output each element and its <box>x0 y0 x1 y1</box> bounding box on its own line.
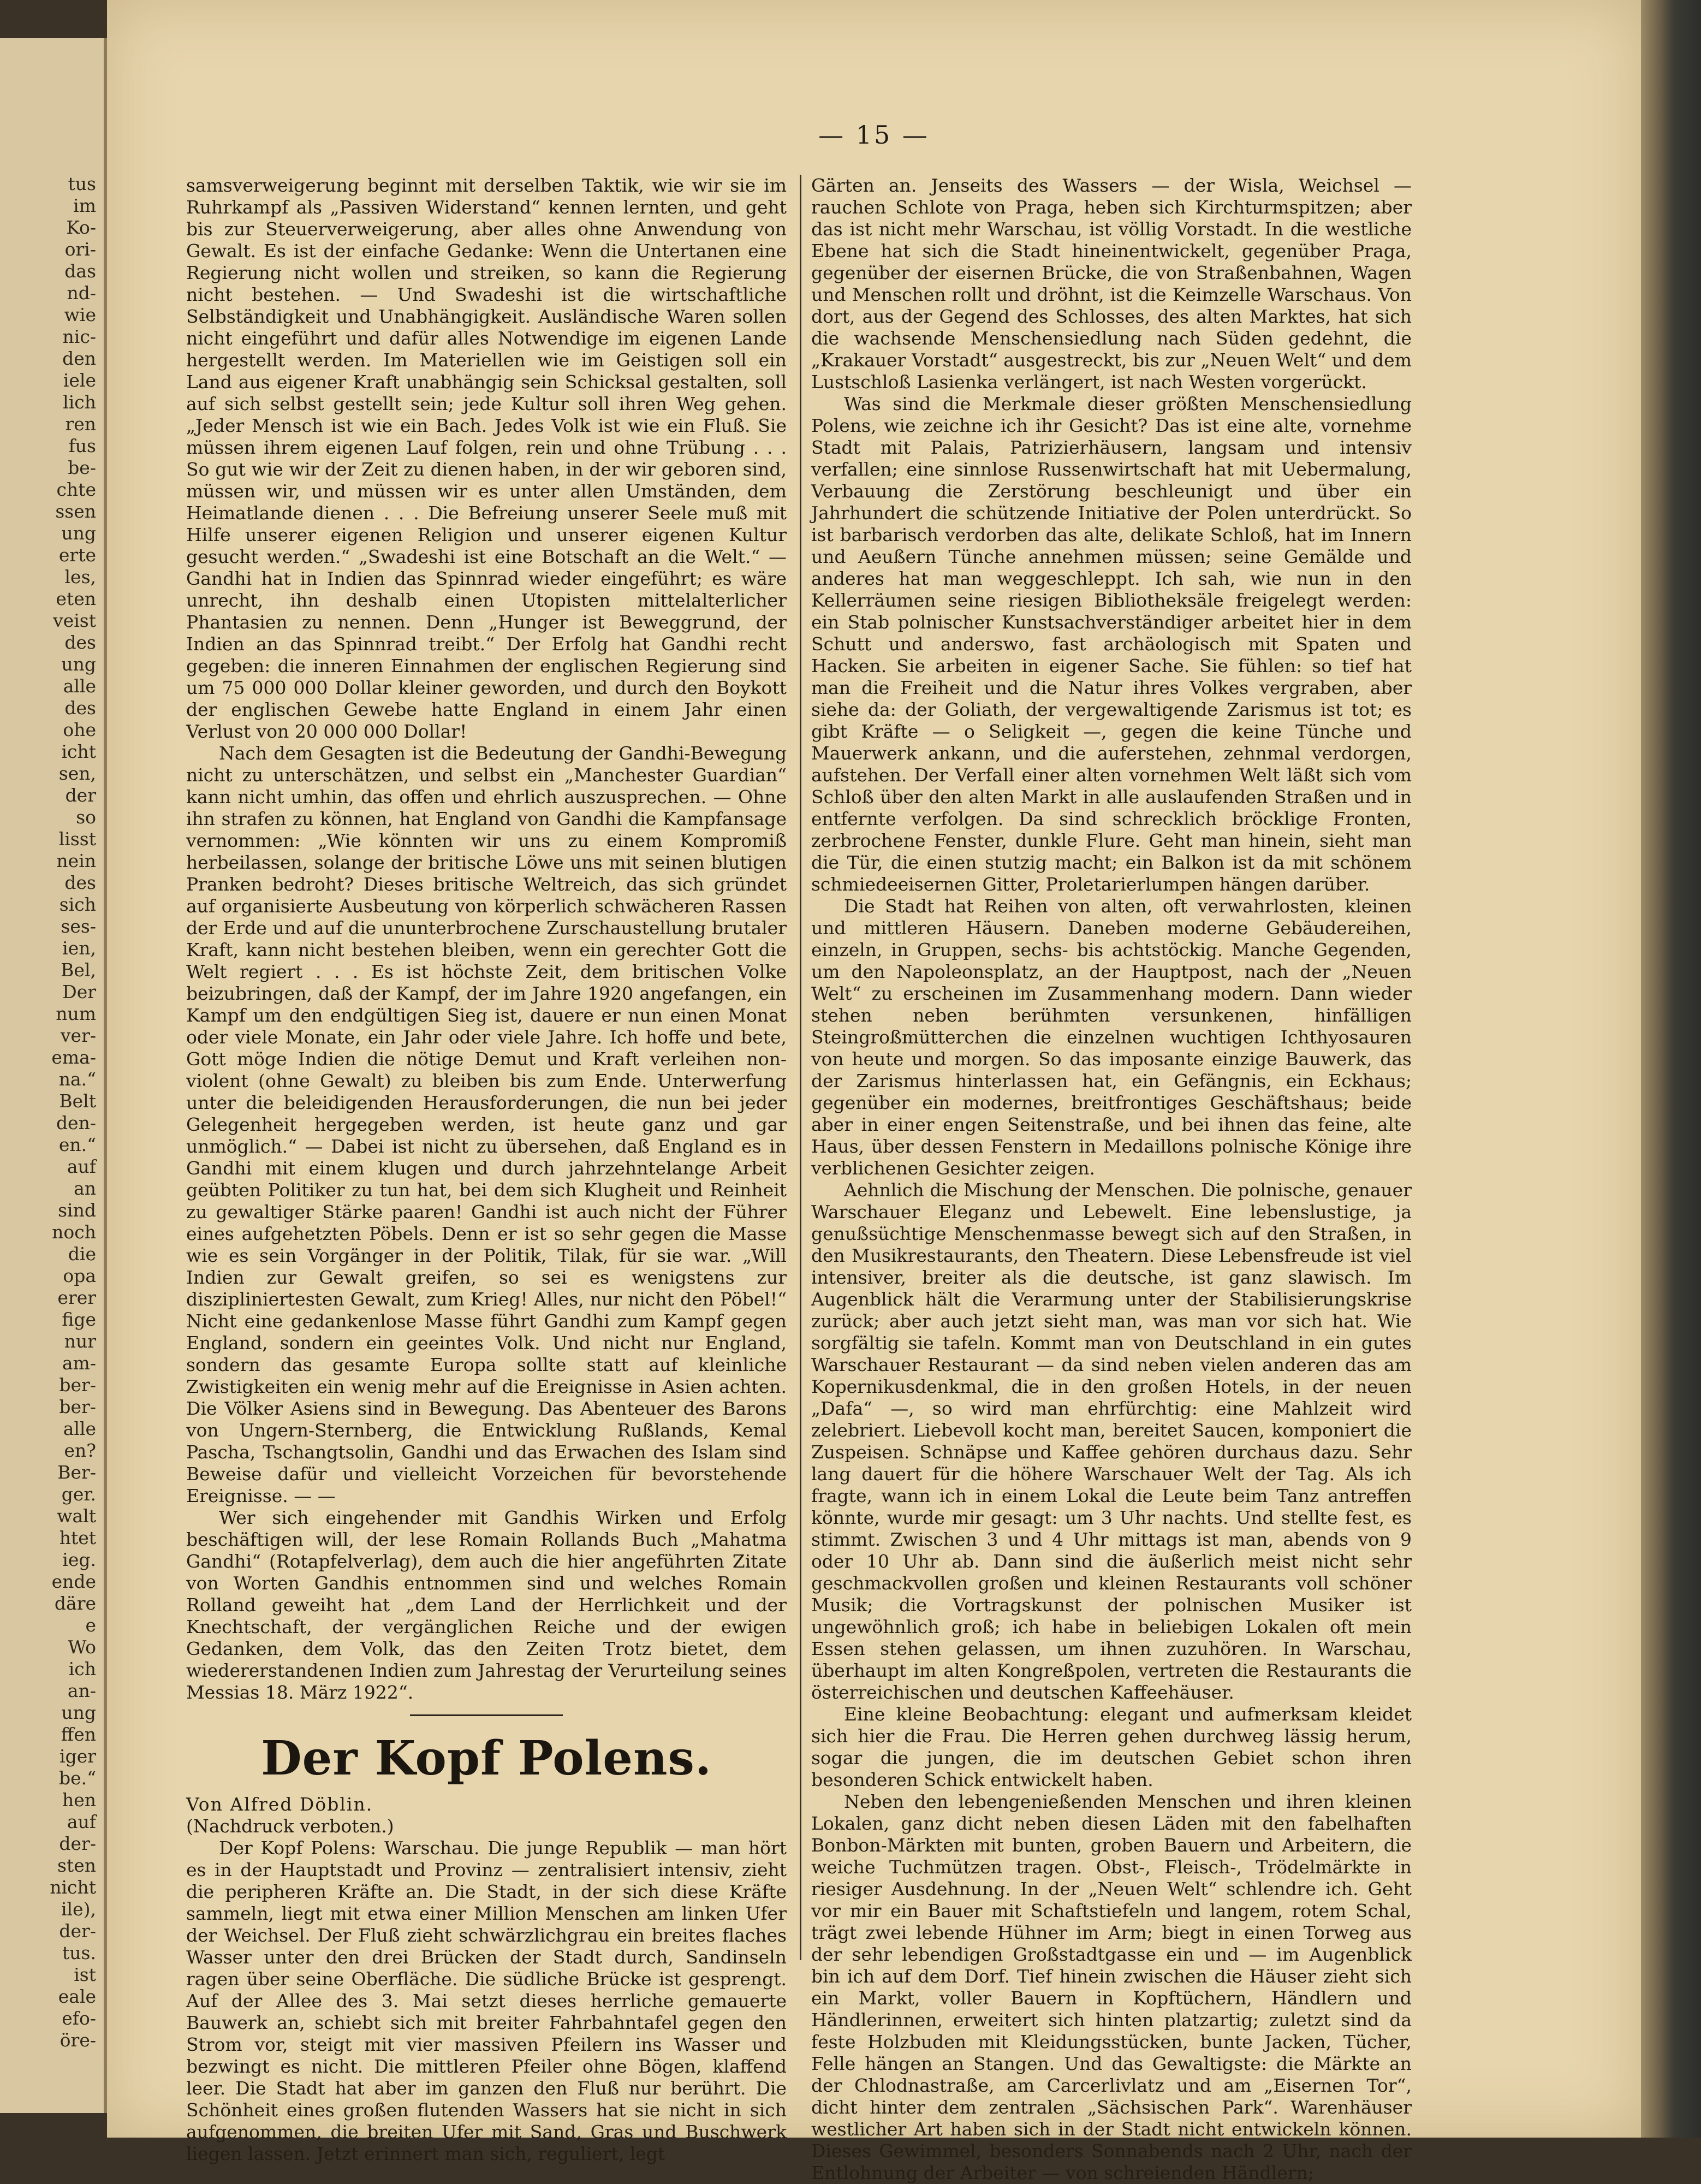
previous-page-line-fragment: fige <box>62 1309 96 1330</box>
left-paragraph-3: Wer sich eingehender mit Gandhis Wirken und Erfolg beschäftigen will, der lese Romain Rollands Buch „Mahatma Gandhi“ (Rotapfelverlag), dem auch die hier angeführten Zitate von Worten Gandhis entnommen sind und welches Romain Rolland geweiht hat „dem Land der Herrlichkeit und der Knechtschaft, der vergänglichen Reiche und der ewigen Gedanken, dem Volk, das den Zeiten Trotz bietet, dem wiedererstandenen Indien zum Jahrestag der Verurteilung seines Messias 18. März 1922“. <box>186 1507 787 1703</box>
previous-page-line-fragment: sten <box>57 1855 96 1876</box>
previous-page-line-fragment: den <box>62 348 96 369</box>
previous-page-line-fragment: so <box>76 806 96 828</box>
previous-page-line-fragment: ist <box>74 1964 96 1985</box>
previous-page-line-fragment: ses- <box>61 916 96 937</box>
previous-page-line-fragment: auf <box>67 1811 96 1832</box>
previous-page-line-fragment: tus <box>68 173 96 194</box>
previous-page-line-fragment: en? <box>64 1440 96 1461</box>
previous-page-line-fragment: der <box>65 785 96 806</box>
previous-page-line-fragment: iele <box>63 370 96 391</box>
previous-page-line-fragment: chte <box>56 479 96 500</box>
previous-page-line-fragment: num <box>56 1003 96 1024</box>
right-paragraph-6: Neben den lebengenießenden Menschen und ihren kleinen Lokalen, ganz dicht neben diesen Läden mit den fabelhaften Bonbon-Märkten mit bunten, groben Bauern und Arbeitern, die weiche Tuchmützen tragen. Obst-, Fleisch-, Trödelmärkte in riesiger Ausdehnung. In der „Neuen Welt“ schlendre ich. Geht vor mir ein Bauer mit Schaftstiefeln und langem, rotem Schal, trägt zwei lebende Hühner im Arm; biegt in einen Torweg aus der sehr lebendigen Großstadtgasse ein und — im Augenblick bin ich auf dem Dorf. Tief hinein zwischen die Häuser zieht sich ein Markt, voller Bauern in Kopftüchern, Händlern und Händlerinnen, erweitert sich hinten platzartig; zuletzt sind da feste Holzbuden mit Kleidungsstücken, bunte Jacken, Tücher, Felle hängen an Stangen. Und das Gewaltigste: die Märkte an der Chlodnastraße, am Carcerlivlatz und am „Eisernen Tor“, dicht hinter dem zentralen „Sächsischen Park“. Warenhäuser westlicher Art haben sich in der Stadt nicht entwickeln können. Dieses Gewimmel, besonders Sonnabends nach 2 Uhr, nach der Entlohnung der Arbeiter — von schreienden Händlern; <box>811 1791 1412 2183</box>
previous-page-line-fragment: be.“ <box>58 1767 96 1789</box>
previous-page-line-fragment: alle <box>63 675 96 697</box>
previous-page-line-fragment: däre <box>54 1593 96 1614</box>
previous-page-line-fragment: nur <box>64 1331 96 1352</box>
previous-page-line-fragment: nein <box>56 850 96 871</box>
previous-page-line-fragment: eten <box>56 588 96 609</box>
right-paragraph-3: Die Stadt hat Reihen von alten, oft verwahrlosten, kleinen und mittleren Häusern. Daneben moderne Gebäudereihen, einzeln, in Gruppen, sechs- bis achtstöckig. Manche Gegenden, um den Napoleonsplatz, an der Hauptpost, nach der „Neuen Welt“ zu erscheinen im Zusammenhang modern. Dann wieder stehen neben berühmten versunkenen, hinfälligen Steingroßmütterchen die einzelnen wuchtigen Ichthyosauren von heute und morgen. So das imposante einzige Bauwerk, das der Zarismus hinterlassen hat, ein Gefängnis, ein Eckhaus; gegenüber ein modernes, breitfrontiges Geschäftshaus; beide aber in einer engen Seitenstraße, und bei ihnen das feine, alte Haus, über dessen Fenstern in Medaillons polnische Könige ihre verblichenen Gesichter zeigen. <box>811 895 1412 1179</box>
previous-page-line-fragment: an- <box>67 1680 96 1701</box>
previous-page-line-fragment: die <box>68 1243 96 1265</box>
previous-page-line-fragment: les, <box>64 566 96 587</box>
previous-page-line-fragment: ich <box>68 1658 96 1679</box>
previous-page-line-fragment: ger. <box>61 1483 96 1505</box>
previous-page-line-fragment: Bel, <box>61 959 96 981</box>
previous-page-line-fragment: ver- <box>60 1025 96 1046</box>
previous-page-line-fragment: eale <box>58 1986 96 2007</box>
previous-page-line-fragment: sind <box>58 1200 96 1221</box>
left-column <box>186 175 787 2164</box>
previous-page-line-fragment: lich <box>63 391 96 413</box>
previous-page-line-fragment: noch <box>52 1221 96 1243</box>
previous-page-line-fragment: ende <box>51 1571 96 1592</box>
right-paragraph-5: Eine kleine Beobachtung: elegant und aufmerksam kleidet sich hier die Frau. Die Herren gehen durchweg lässig herum, sogar die jungen, die im deutschen Gebiet schon ihren besonderen Schick entwickelt haben. <box>811 1704 1412 1790</box>
previous-page-line-fragment: ffen <box>61 1724 96 1745</box>
previous-page-line-fragment: öre- <box>60 2029 96 2051</box>
right-paragraph-4: Aehnlich die Mischung der Menschen. Die polnische, genauer Warschauer Eleganz und Lebewelt. Eine lebenslustige, ja genußsüchtige Menschenmasse bewegt sich auf den Straßen, in den Musikrestaurants, den Theatern. Diese Lebensfreude ist viel intensiver, breiter als die deutsche, ist ganz slawisch. Im Augenblick hält die Verarmung unter der Stabilisierungskrise zurück; aber auch jetzt sieht man, was man vor sich hat. Wie sorgfältig sie tafeln. Kommt man von Deutschland in ein gutes Warschauer Restaurant — da sind neben vielen anderen das am Kopernikusdenkmal, die in den großen Hotels, in der neuen „Dafa“ —, so wird man ehrfürchtig: eine Mahlzeit wird zelebriert. Liebevoll kocht man, bereitet Saucen, komponiert die Zuspeisen. Schnäpse und Kaffee gehören durchaus dazu. Sehr lang dauert für die höhere Warschauer Welt der Tag. Als ich fragte, wann ich in einem Lokal die Leute beim Tanz antreffen könnte, wurde mir gesagt: um 3 Uhr nachts. Und stellte fest, es stimmt. Zwischen 3 und 4 Uhr mittags ist man, abends von 9 oder 10 Uhr ab. Dann sind die äußerlich meist nicht sehr geschmackvollen großen und kleinen Restaurants voll schöner Musik; die Vortragskunst der polnischen Musiker ist ungewöhnlich groß; ich habe in beliebigen Lokalen oft mein Essen stehen gelassen, um ihnen zuzuhören. In Warschau, überhaupt im alten Kongreßpolen, vertreten die Restaurants die österreichischen und deutschen Kaffeehäuser. <box>811 1179 1412 1703</box>
previous-page-line-fragment: iger <box>60 1746 96 1767</box>
previous-page-line-fragment: Ko- <box>66 217 96 238</box>
article-title: Der Kopf Polens. <box>261 1731 712 1786</box>
previous-page-line-fragment: walt <box>57 1505 96 1527</box>
previous-page-line-fragment: Belt <box>59 1090 96 1112</box>
book-spine <box>1641 0 1701 2138</box>
previous-page-line-fragment: veist <box>53 610 96 631</box>
right-paragraph-1: Gärten an. Jenseits des Wassers — der Wisla, Weichsel — rauchen Schlote von Praga, heben sich Kirchturmspitzen; aber das ist nicht mehr Warschau, ist völlig Vorstadt. In die westliche Ebene hat sich die Stadt hineinentwickelt, gegenüber Praga, gegenüber der eisernen Brücke, die von Straßenbahnen, Wagen und Menschen rollt und dröhnt, ist die Keimzelle Warschaus. Von dort, aus der Gegend des Schlosses, des alten Marktes, hat sich die wachsende Menschensiedlung nach Süden gedehnt, die „Krakauer Vorstadt“ ausgestreckt, bis zur „Neuen Welt“ und dem Lustschloß Lasienka verlängert, ist nach Westen vorgerückt. <box>811 175 1412 393</box>
previous-page-line-fragment: efo- <box>62 2008 96 2029</box>
page-number: — 15 — <box>818 120 930 150</box>
previous-page-line-fragment: nicht <box>50 1877 96 1898</box>
left-paragraph-2: Nach dem Gesagten ist die Bedeutung der Gandhi-Bewegung nicht zu unterschätzen, und selbst ein „Manchester Guardian“ kann nicht umhin, das offen und ehrlich auszusprechen. — Ohne ihn strafen zu können, hat England von Gandhi die Kampfansage vernommen: „Wie könnten wir uns zu einem Kompromiß herbeilassen, solange der britische Löwe uns mit seinen blutigen Pranken bedroht? Dieses britische Weltreich, das sich gründet auf organisierte Ausbeutung von körperlich schwächeren Rassen der Erde und auf die ununterbrochene Zurschaustellung brutaler Kraft, kann nicht bestehen bleiben, wenn ein gerechter Gott die Welt regiert . . . Es ist höchste Zeit, dem britischen Volke beizubringen, daß der Kampf, der im Jahre 1920 angefangen, ein Kampf um den endgültigen Sieg ist, dauere er nun einen Monat oder viele Monate, ein Jahr oder viele Jahre. Ich hoffe und bete, Gott möge Indien die nötige Demut und Kraft verleihen non-violent (ohne Gewalt) zu bleiben bis zum Ende. Unterwerfung unter die beleidigenden Herausforderungen, die nun bei jeder Gelegenheit hergegeben werden, ist heute ganz und gar unmöglich.“ — Dabei ist nicht zu übersehen, daß England es in Gandhi mit einem klugen und durch jahrzehntelange Arbeit geübten Politiker zu tun hat, bei dem sich Klugheit und Reinheit zu gewaltiger Stärke paaren! Gandhi ist auch nicht der Führer eines aufgehetzten Pöbels. Denn er ist so sehr gegen die Masse wie es sein Vorgänger in der Politik, Tilak, für sie war. „Will Indien zur Gewalt greifen, so sei es wenigstens zur diszipliniertesten Gewalt, zum Krieg! Alles, nur nicht den Pöbel!“ Nicht eine gedankenlose Masse führt Gandhi zum Kampf gegen England, sondern ein geeintes Volk. Und nicht nur England, sondern das gesamte Europa sollte statt auf kleinliche Zwistigkeiten ein wenig mehr auf die Ereignisse in Asien achten. Die Völker Asiens sind in Bewegung. Das Abenteuer des Barons von Ungern-Sternberg, die Entwicklung Rußlands, Kemal Pascha, Tschangtsolin, Gandhi und das Erwachen des Islam sind Beweise dafür und vielleicht Vorzeichen für bevorstehende Ereignisse. — — <box>186 743 787 1506</box>
previous-page-line-fragment: Der <box>62 981 96 1002</box>
previous-page-line-fragment: des <box>64 872 96 893</box>
previous-page-line-fragment: tus. <box>62 1942 96 1963</box>
previous-page-line-fragment: erer <box>57 1287 96 1308</box>
previous-page-line-fragment: den- <box>56 1112 96 1133</box>
previous-page-line-fragment: hen <box>62 1789 96 1811</box>
previous-page-line-fragment: icht <box>61 741 96 762</box>
newspaper-page <box>107 0 1641 2183</box>
previous-page-line-fragment: auf <box>67 1156 96 1177</box>
previous-page-line-fragment: Ber- <box>57 1462 96 1483</box>
previous-page-line-fragment: ung <box>61 654 96 675</box>
previous-page-line-fragment: na.“ <box>58 1069 96 1090</box>
previous-page-line-fragment: des <box>64 632 96 653</box>
previous-page-line-fragment: ber- <box>59 1396 96 1417</box>
previous-page-line-fragment: nic- <box>62 326 96 347</box>
right-paragraph-2: Was sind die Merkmale dieser größten Menschensiedlung Polens, wie zeichne ich ihr Gesicht? Das ist eine alte, vornehme Stadt mit Palais, Patrizierhäusern, langsam und intensiv verfallen; eine sinnlose Russenwirtschaft hat mit Uebermalung, Verbauung die Zerstörung beschleunigt und über ein Jahrhundert die schützende Initiative der Polen unterdrückt. So ist barbarisch verdorben das alte, delikate Schloß, hat im Innern und Aeußern Tünche annehmen müssen; seine Gemälde und anderes hat man weggeschleppt. Ich sah, wie nun in den Kellerräumen seine riesigen Bibliotheksäle freigelegt werden: ein Stab polnischer Kunstsachverständiger arbeitet hier in dem Schutt und anderswo, fast archäologisch mit Spaten und Hacken. Sie arbeiten in eigener Sache. Sie fühlen: so tief hat man die Freiheit und die Natur ihres Volkes vergraben, aber siehe da: der Goliath, der vergewaltigende Zarismus ist tot; es gibt Kräfte — o Seligkeit —, gegen die keine Tünche und Mauerwerk ankann, und die auferstehen, zehnmal verdorgen, aufstehen. Der Verfall einer alten vornehmen Welt läßt sich vom Schloß über den alten Markt in alle auslaufenden Straßen und in entfernte verfolgen. Da sind schrecklich bröcklige Fronten, zerbrochene Fenster, dunkle Flure. Geht man hinein, sieht man die Tür, die einen stutzig macht; ein Balkon ist da mit schönem schmiedeeisernen Gitter, Proletarierlumpen hängen darüber. <box>811 393 1412 895</box>
previous-page-line-fragment: e <box>85 1615 96 1636</box>
previous-page-edge <box>0 38 107 2113</box>
previous-page-line-fragment: ren <box>65 413 96 435</box>
previous-page-line-fragment: alle <box>63 1418 96 1439</box>
previous-page-line-fragment: ung <box>61 523 96 544</box>
previous-page-line-fragment: das <box>64 260 96 282</box>
previous-page-line-fragment: ung <box>61 1702 96 1723</box>
column-divider <box>800 175 801 1960</box>
previous-page-line-fragment: ori- <box>64 239 96 260</box>
previous-page-line-fragment: ssen <box>55 501 96 522</box>
previous-page-line-fragment: be- <box>68 457 96 478</box>
previous-page-line-fragment: Wo <box>68 1636 96 1658</box>
previous-page-line-fragment: der- <box>59 1833 96 1854</box>
previous-page-line-fragment: fus <box>68 435 96 456</box>
section-separator-rule <box>410 1714 563 1716</box>
previous-page-line-fragment: ile), <box>61 1898 96 1920</box>
previous-page-line-fragment: sich <box>59 894 96 915</box>
previous-page-line-fragment: ber- <box>59 1374 96 1396</box>
left-paragraph-1: samsverweigerung beginnt mit derselben Taktik, wie wir sie im Ruhrkampf als „Passiven Widerstand“ kennen lernten, und geht bis zur Steuerverweigerung, aber alles ohne Anwendung von Gewalt. Es ist der einfache Gedanke: Wenn die Untertanen eine Regierung nicht wollen und streiken, so kann die Regierung nicht bestehen. — Und Swadeshi ist die wirtschaftliche Selbständigkeit und Unabhängigkeit. Ausländische Waren sollen nicht eingeführt und dafür alles Notwendige im eigenen Lande hergestellt werden. Im Materiellen wie im Geistigen soll ein Land aus eigener Kraft unabhängig sein Schicksal gestalten, soll auf sich selbst gestellt sein; jede Kultur soll ihren Weg gehen. „Jeder Mensch ist wie ein Bach. Jedes Volk ist wie ein Fluß. Sie müssen ihrem eigenen Lauf folgen, rein und ohne Trübung . . . So gut wie wir der Zeit zu dienen haben, in der wir geboren sind, müssen wir, und müssen wir es unter allen Umständen, dem Heimatlande dienen . . . Die Befreiung unserer Seele muß mit Hilfe unserer eigenen Religion und unserer eigenen Kultur gesucht werden.“ „Swadeshi ist eine Botschaft an die Welt.“ — Gandhi hat in Indien das Spinnrad wieder eingeführt; es wäre unrecht, ihn deshalb einen Utopisten mittelalterlicher Phantasien zu nennen. Denn „Hunger ist Beweggrund, der Indien an das Spinnrad treibt.“ Der Erfolg hat Gandhi recht gegeben: die inneren Einnahmen der englischen Regierung sind um 75 000 000 Dollar kleiner geworden, und durch den Boykott der englischen Gewebe hatte England in einem Jahr einen Verlust von 20 000 000 Dollar! <box>186 175 787 742</box>
previous-page-line-fragment: der- <box>59 1920 96 1942</box>
previous-page-line-fragment: opa <box>63 1265 96 1286</box>
previous-page-line-fragment: wie <box>64 304 96 325</box>
previous-page-line-fragment: ema- <box>51 1047 96 1068</box>
previous-page-line-fragment: erte <box>58 544 96 566</box>
article-paragraph-1: Der Kopf Polens: Warschau. Die junge Republik — man hört es in der Hauptstadt und Provinz — zentralisiert intensiv, zieht die peripheren Kräfte an. Die Stadt, in der sich diese Kräfte sammeln, liegt mit etwa einer Million Menschen am linken Ufer der Weichsel. Der Fluß zieht schwärzlichgrau ein breites flaches Wasser unter den drei Brücken der Stadt durch, Sandinseln ragen über seine Oberfläche. Die südliche Brücke ist gesprengt. Auf der Allee des 3. Mai setzt dieses herrliche gemauerte Bauwerk an, schiebt sich mit breiter Fahrbahntafel gegen den Strom vor, steigt mit vier massiven Pfeilern ins Wasser und bezwingt es nicht. Die mittleren Pfeiler ohne Bögen, klaffend leer. Die Stadt hat aber im ganzen den Fluß nur berührt. Die Schönheit eines großen flutenden Wassers hat sie nicht in sich aufgenommen, die breiten Ufer mit Sand, Gras und Buschwerk liegen lassen. Jetzt erinnert man sich, reguliert, legt <box>186 1837 787 2164</box>
previous-page-line-fragment: sen, <box>58 763 96 784</box>
previous-page-line-fragment: an <box>74 1178 96 1199</box>
previous-page-line-fragment: lisst <box>58 828 96 850</box>
previous-page-line-fragment: im <box>73 195 96 216</box>
previous-page-line-fragment: htet <box>59 1527 96 1548</box>
previous-page-line-fragment: en.“ <box>58 1134 96 1155</box>
article-byline: Von Alfred Döblin. <box>186 1794 373 1815</box>
previous-page-line-fragment: am- <box>62 1352 96 1374</box>
reprint-note: (Nachdruck verboten.) <box>186 1815 394 1837</box>
previous-page-line-fragment: ohe <box>63 719 96 740</box>
previous-page-line-fragment: nd- <box>67 282 96 304</box>
previous-page-line-fragment: ieg. <box>62 1549 96 1570</box>
right-column <box>811 175 1412 2183</box>
previous-page-line-fragment: ien, <box>62 937 96 959</box>
previous-page-line-fragment: des <box>64 697 96 719</box>
